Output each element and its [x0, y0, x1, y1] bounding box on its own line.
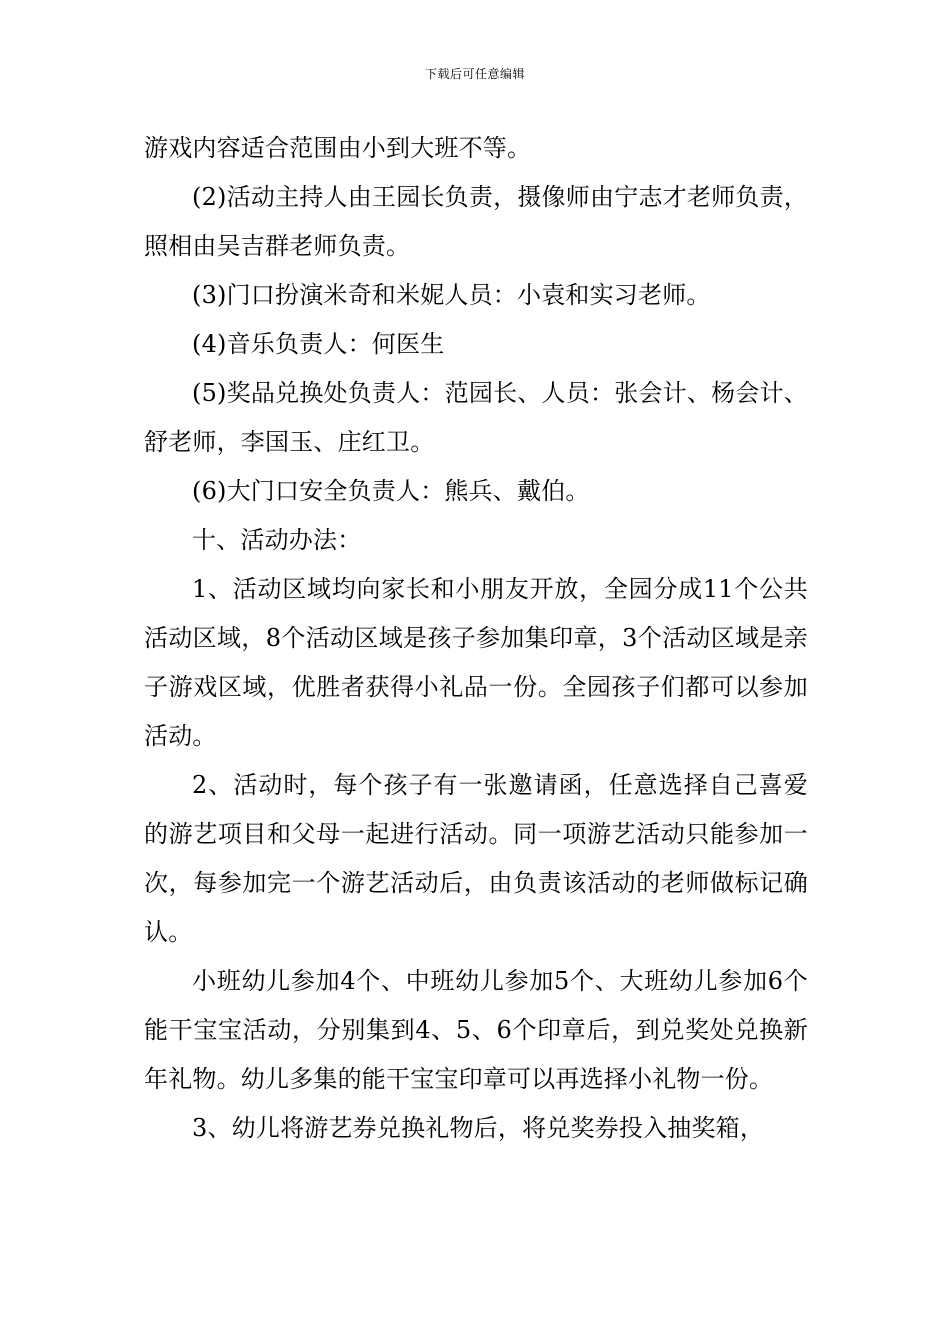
section-heading-activity-method: 十、活动办法：	[192, 526, 362, 554]
paragraph-gate-safety: (6)大门口安全负责人：熊兵、戴伯。	[192, 477, 590, 505]
paragraph-host: (2)活动主持人由王园长负责，摄像师由宁志才老师负责，照相由吴吉群老师负责。	[144, 183, 808, 260]
paragraph-method-1: 1、活动区域均向家长和小朋友开放，全园分成11个公共活动区域，8个活动区域是孩子参加集印章，3个活动区域是亲子游戏区域，优胜者获得小礼品一份。全园孩子们都可以参加活动。	[144, 575, 808, 750]
paragraph-method-2: 2、活动时，每个孩子有一张邀请函，任意选择自己喜爱的游艺项目和父母一起进行活动。同一项游艺活动只能参加一次，每参加完一个游艺活动后，由负责该活动的老师做标记确认。	[144, 771, 808, 946]
paragraph-music: (4)音乐负责人：何医生	[192, 330, 445, 358]
paragraph-door-roles: (3)门口扮演米奇和米妮人员：小袁和实习老师。	[192, 281, 711, 309]
paragraph-game-scope: 游戏内容适合范围由小到大班不等。	[144, 134, 532, 162]
page-header: 下载后可任意编辑	[424, 67, 525, 81]
paragraph-class-participation: 小班幼儿参加4个、中班幼儿参加5个、大班幼儿参加6个能干宝宝活动，分别集到4、5、6个印章后，到兑奖处兑换新年礼物。幼儿多集的能干宝宝印章可以再选择小礼物一份。	[144, 967, 808, 1093]
paragraph-prize-exchange: (5)奖品兑换处负责人：范园长、人员：张会计、杨会计、舒老师，李国玉、庄红卫。	[144, 379, 808, 456]
paragraph-method-3: 3、幼儿将游艺券兑换礼物后，将兑奖券投入抽奖箱，	[192, 1114, 765, 1142]
document-body	[144, 124, 808, 1153]
